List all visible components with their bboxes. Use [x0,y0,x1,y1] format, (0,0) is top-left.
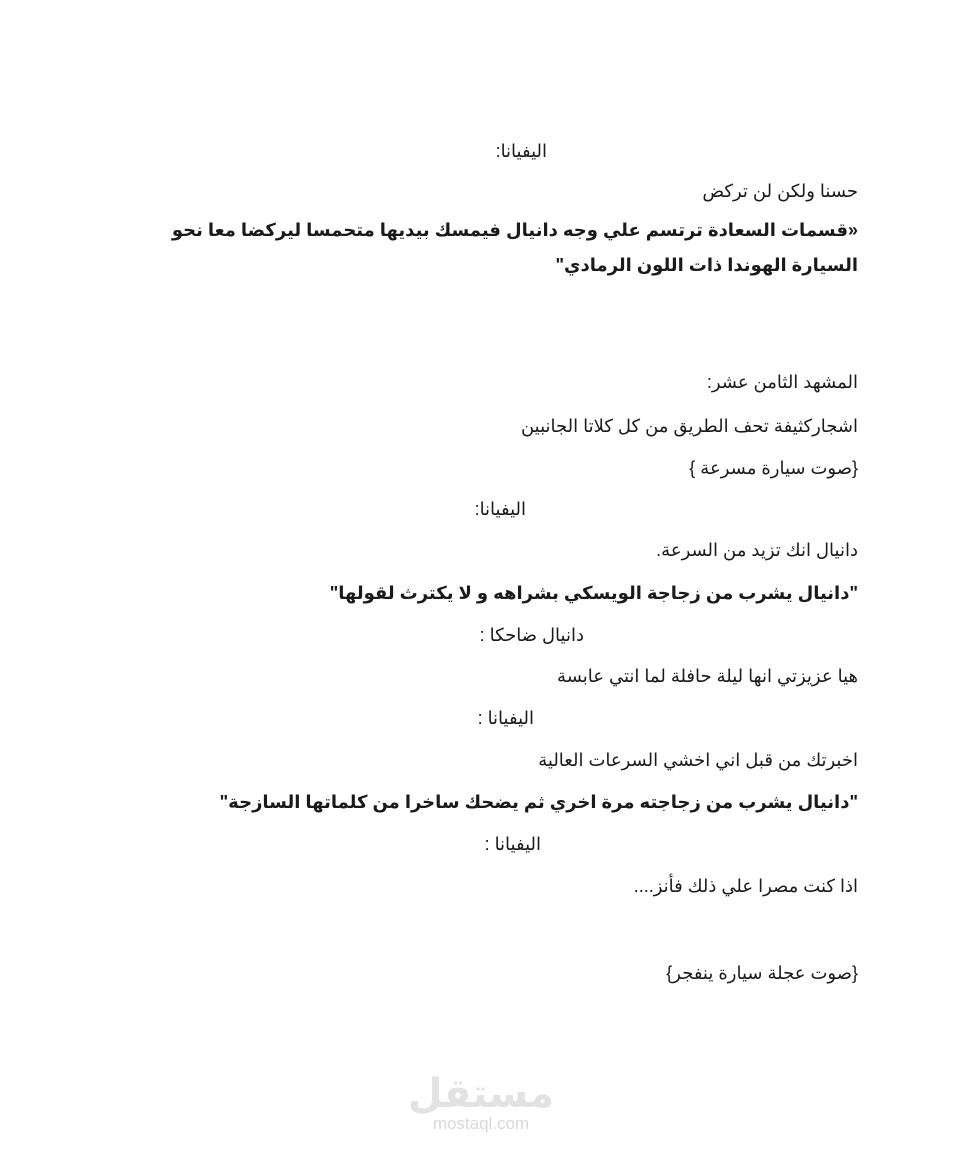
sound-effect: {صوت عجلة سيارة ينفجر} [666,963,858,983]
speaker-name: اليفيانا: [474,499,526,519]
sound-effect: {صوت سيارة مسرعة } [689,458,858,478]
dialogue-line: اخبرتك من قبل اني اخشي السرعات العالية [538,750,858,770]
dialogue-line: هيا عزيزتي انها ليلة حافلة لما انتي عابسة [557,666,858,686]
stage-direction: «قسمات السعادة ترتسم علي وجه دانيال فيمسك بيديها متحمسا ليركضا معا نحو السيارة الهوندا ذات اللون الرمادي" [171,220,858,275]
speaker-name: اليفيانا : [477,708,534,728]
speaker-name: اليفيانا: [495,141,547,161]
dialogue-line: حسنا ولكن لن تركض [702,181,858,201]
dialogue-line: اذا كنت مصرا علي ذلك فأنز.... [633,876,858,896]
speaker-name: اليفيانا : [484,834,541,854]
watermark-url: mostaql.com [432,1114,530,1133]
mostaql-watermark [0,1072,962,1134]
watermark-logo: مستقل [407,1071,555,1117]
speaker-name: دانيال ضاحكا : [479,625,584,645]
scene-description: اشجاركثيفة تحف الطريق من كل كلاتا الجانبين [520,416,858,436]
scene-heading: المشهد الثامن عشر: [706,372,858,392]
stage-direction: "دانيال يشرب من زجاجة الويسكي بشراهه و لا يكترث لقولها" [329,583,858,603]
stage-direction: "دانيال يشرب من زجاجته مرة اخري ثم يضحك ساخرا من كلماتها السازجة" [219,792,858,812]
dialogue-line: دانيال انك تزيد من السرعة. [656,540,858,560]
